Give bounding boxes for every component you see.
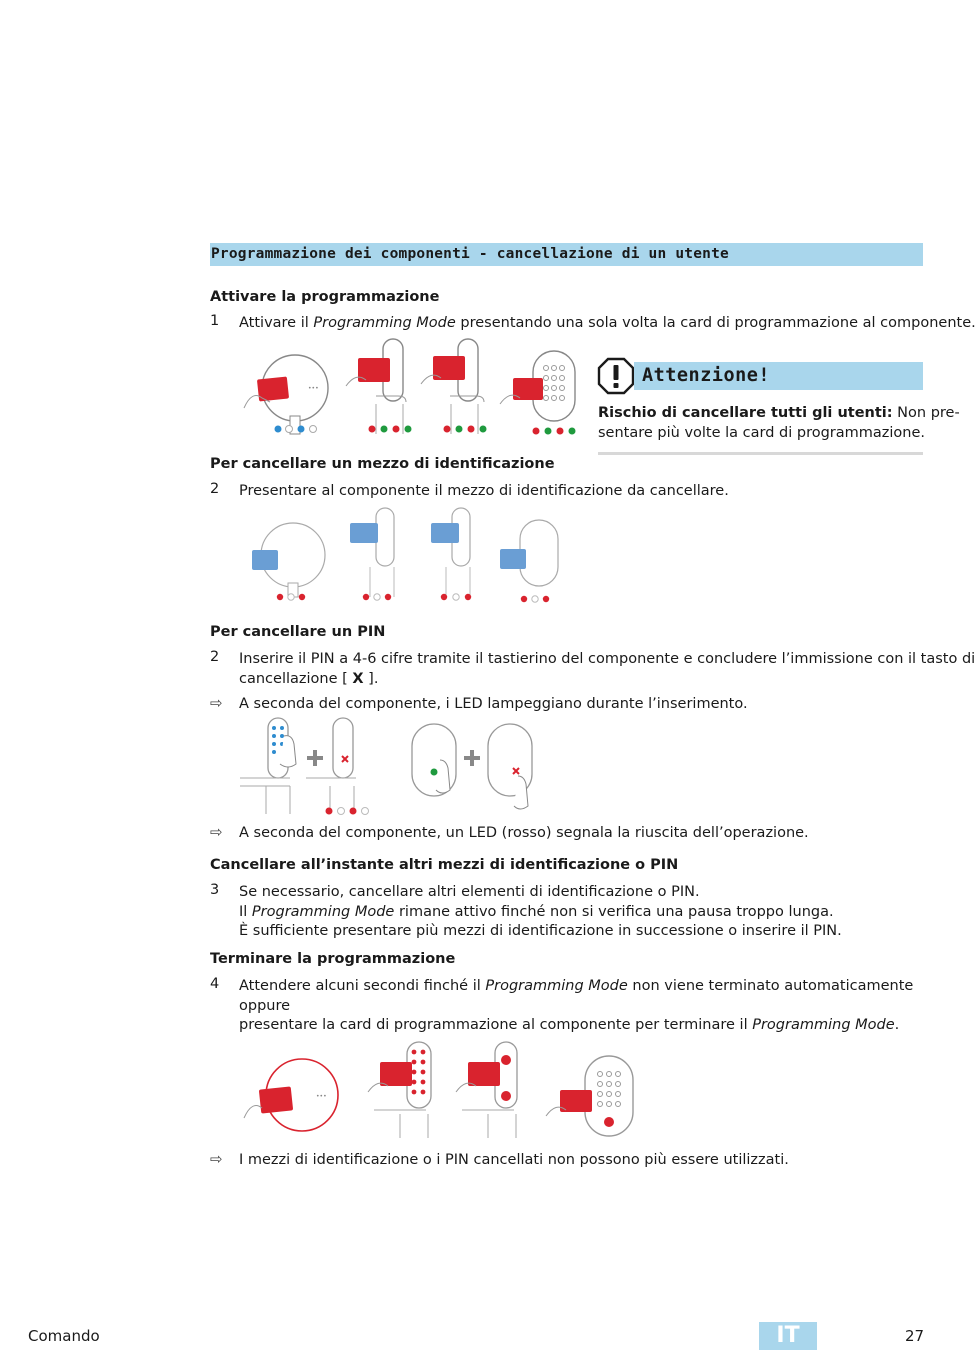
illustration-present-id-medium bbox=[238, 505, 568, 607]
tall-keypad-device bbox=[240, 718, 296, 814]
arrow-icon: ⇨ bbox=[210, 823, 223, 841]
step-1-text: Attivare il Programming Mode presentando una sola volta la card di programmazione al componente. bbox=[239, 315, 976, 331]
oval-keypad-device bbox=[488, 724, 532, 809]
handle-device bbox=[456, 1042, 517, 1138]
step-number: 1 bbox=[210, 313, 220, 329]
tall-keypad-device bbox=[306, 718, 369, 815]
delete-key-label: X bbox=[352, 671, 364, 687]
round-reader-device bbox=[244, 1059, 338, 1131]
heading-delete-id-medium: Per cancellare un mezzo di identificazione bbox=[210, 456, 555, 472]
attention-title: Attenzione! bbox=[642, 365, 771, 386]
pin-step-text-line1: Inserire il PIN a 4-6 cifre tramite il tastierino del componente e concludere l’immissione con il tasto di bbox=[239, 651, 976, 667]
step-2-text: Presentare al componente il mezzo di identificazione da cancellare. bbox=[239, 483, 729, 499]
language-badge: IT bbox=[759, 1322, 817, 1350]
step-4-line2: oppure bbox=[239, 998, 291, 1014]
illustration-end-programming bbox=[240, 1040, 640, 1140]
attention-text-line2: sentare più volte la card di programmazione. bbox=[598, 425, 926, 441]
exclamation-icon bbox=[597, 357, 635, 395]
round-reader-device bbox=[244, 355, 328, 434]
section-title-bar bbox=[210, 243, 923, 266]
heading-delete-more: Cancellare all’instante altri mezzi di identificazione o PIN bbox=[210, 857, 679, 873]
result-led-blink: A seconda del componente, i LED lampeggiano durante l’inserimento. bbox=[239, 696, 748, 712]
illustration-enter-pin bbox=[240, 716, 560, 818]
step-4-line1: Attendere alcuni secondi finché il Programming Mode non viene terminato automaticamente bbox=[239, 978, 914, 994]
step-3-line3: È sufficiente presentare più mezzi di identificazione in successione o inserire il PIN. bbox=[239, 923, 842, 939]
attention-divider bbox=[598, 452, 923, 455]
oval-keypad-device bbox=[500, 351, 576, 435]
round-reader-device bbox=[252, 523, 325, 600]
result-final: I mezzi di identificazione o i PIN cancellati non possono più essere utilizzati. bbox=[239, 1152, 789, 1168]
arrow-icon: ⇨ bbox=[210, 1150, 223, 1168]
illustration-activate-programming bbox=[238, 336, 583, 439]
step-3-line2: Il Programming Mode rimane attivo finché non si verifica una pausa troppo lunga. bbox=[239, 904, 834, 920]
result-led-red: A seconda del componente, un LED (rosso) segnala la riuscita dell’operazione. bbox=[239, 825, 809, 841]
pin-step-text-line2: cancellazione [ X ]. bbox=[239, 671, 379, 687]
step-number: 2 bbox=[210, 481, 220, 497]
step-number: 3 bbox=[210, 882, 220, 898]
heading-delete-pin: Per cancellare un PIN bbox=[210, 624, 386, 640]
tall-keypad-device bbox=[346, 339, 412, 434]
svg-text:•••: ••• bbox=[308, 385, 319, 392]
section-title: Programmazione dei componenti - cancellazione di un utente bbox=[211, 246, 729, 262]
step-number: 2 bbox=[210, 649, 220, 665]
plus-icon bbox=[464, 750, 480, 766]
handle-device bbox=[421, 339, 487, 434]
page-number: 27 bbox=[905, 1327, 925, 1345]
arrow-icon: ⇨ bbox=[210, 694, 223, 712]
oval-keypad-device bbox=[500, 520, 558, 602]
tall-keypad-device bbox=[368, 1042, 431, 1138]
tall-keypad-device bbox=[350, 508, 394, 600]
heading-end-programming: Terminare la programmazione bbox=[210, 951, 456, 967]
attention-text-line1: Rischio di cancellare tutti gli utenti: Non pre- bbox=[598, 405, 960, 421]
step-4-line3: presentare la card di programmazione al componente per terminare il Programming Mode. bbox=[239, 1017, 900, 1033]
step-3-line1: Se necessario, cancellare altri elementi di identificazione o PIN. bbox=[239, 884, 700, 900]
plus-icon bbox=[307, 750, 323, 766]
footer-chapter: Comando bbox=[28, 1327, 100, 1345]
oval-keypad-device bbox=[412, 724, 456, 796]
oval-keypad-device bbox=[546, 1056, 633, 1136]
handle-device bbox=[431, 508, 471, 600]
heading-activate-programming: Attivare la programmazione bbox=[210, 289, 440, 305]
step-number: 4 bbox=[210, 976, 220, 992]
svg-text:•••: ••• bbox=[316, 1093, 327, 1100]
attention-title-bar bbox=[634, 362, 923, 390]
